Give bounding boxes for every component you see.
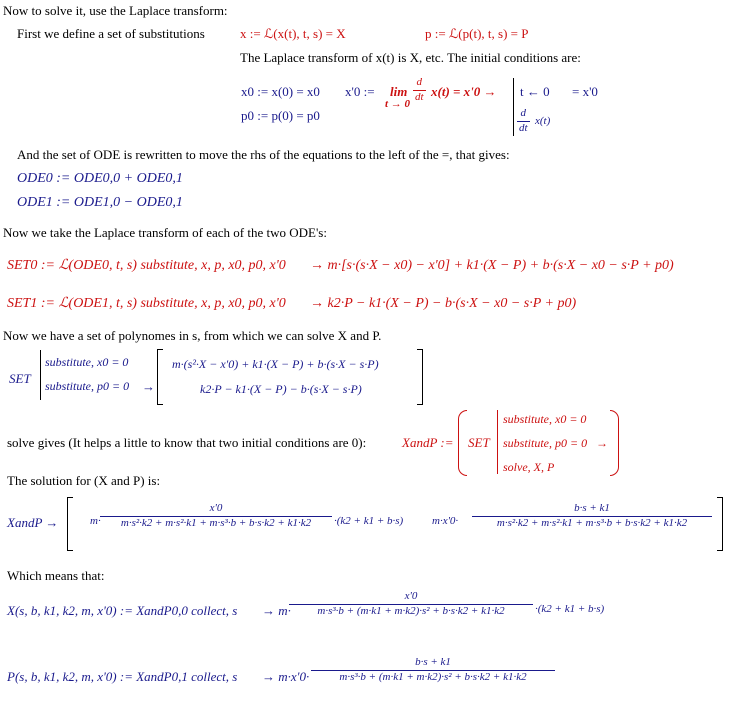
solution-for-text: The solution for (X and P) is: <box>7 473 161 488</box>
define-text: First we define a set of substitutions <box>17 26 205 41</box>
solution-lhs: XandP → <box>7 515 59 530</box>
set1-rhs: → k2·P − k1·(X − P) − b·(s·X − x0 − s·P + p0) <box>310 296 577 311</box>
derivative-fraction-2 <box>517 107 530 136</box>
set1-lhs: SET1 := ℒ(ODE1, t, s) substitute, x, p, x0, p0, x'0 <box>7 296 286 311</box>
set-name: SET <box>9 371 31 386</box>
x-function-fraction <box>289 590 533 619</box>
xprime0-result: x(t) = x'0 → <box>431 84 497 99</box>
set-row-1: m·(s²·X − x'0) + k1·(X − P) + b·(s·X − s·P) <box>172 357 379 371</box>
derivative-den: dt <box>415 90 424 103</box>
take-laplace-text: Now we take the Laplace transform of each of the two ODE's: <box>3 225 327 240</box>
set-sub-bar <box>40 350 41 400</box>
xandp-left-paren <box>458 410 467 476</box>
xandp-right-paren <box>610 410 619 476</box>
derivative-den-2: dt <box>519 121 528 134</box>
polynomes-text: Now we have a set of polynomes in s, from which we can solve X and P. <box>3 328 382 343</box>
set-right-bracket <box>417 349 423 405</box>
set-sub-x0: substitute, x0 = 0 <box>45 355 129 369</box>
solution-1-post: ·(k2 + k1 + b·s) <box>334 515 404 527</box>
xandp-set: SET <box>468 435 490 450</box>
solution-left-bracket <box>67 497 73 551</box>
solution-1-fraction <box>100 502 332 531</box>
derivative-fraction <box>413 76 426 105</box>
solution-1-pre: m· <box>90 515 101 527</box>
lim-subscript: t → 0 <box>385 98 411 110</box>
p-function-num: b·s + k1 <box>415 656 451 668</box>
x-function-pre: → m· <box>262 603 291 618</box>
ode1-equation: ODE1 := ODE1,0 − ODE0,1 <box>17 195 183 210</box>
p0-definition: p0 := p(0) = p0 <box>241 108 320 123</box>
xandp-cmd-3: solve, X, P <box>503 460 555 474</box>
set-row-2: k2·P − k1·(X − P) − b·(s·X − s·P) <box>200 382 362 396</box>
p-function-pre: → m·x'0· <box>262 669 310 684</box>
x-function-num: x'0 <box>404 590 418 602</box>
p-function-fraction <box>311 656 555 685</box>
set-sub-p0: substitute, p0 = 0 <box>45 379 130 393</box>
laplace-note: The Laplace transform of x(t) is X, etc. The initial conditions are: <box>240 50 581 65</box>
ode-rewrite-text: And the set of ODE is rewritten to move the rhs of the equations to the left of the =, that gives: <box>17 147 510 162</box>
set0-lhs: SET0 := ℒ(ODE0, t, s) substitute, x, p, x0, p0, x'0 <box>7 258 286 273</box>
solution-1-den: m·s²·k2 + m·s²·k1 + m·s³·b + b·s·k2 + k1·k2 <box>120 516 312 529</box>
set-left-bracket <box>157 349 163 405</box>
ode0-equation: ODE0 := ODE0,0 + ODE0,1 <box>17 171 183 186</box>
substitution-bar <box>513 78 514 136</box>
derivative-num-2: d <box>520 107 527 119</box>
xandp-arrow: → <box>596 436 608 450</box>
x-function-den: m·s³·b + (m·k1 + m·k2)·s² + b·s·k2 + k1·k2 <box>317 604 505 617</box>
p-definition: p := ℒ(p(t), t, s) = P <box>425 26 529 41</box>
xandp-definition: XandP := <box>402 435 454 450</box>
solution-right-bracket <box>717 497 723 551</box>
x0-definition: x0 := x(0) = x0 <box>241 84 320 99</box>
substitution-xt: x(t) <box>535 115 551 127</box>
solution-2-num: b·s + k1 <box>574 502 610 514</box>
xandp-cmd-1: substitute, x0 = 0 <box>503 412 587 426</box>
solution-2-den: m·s²·k2 + m·s²·k1 + m·s³·b + b·s·k2 + k1·k2 <box>496 516 688 529</box>
set-arrow: → <box>142 379 155 394</box>
xprime0-label: x'0 := <box>345 84 375 99</box>
set0-rhs: → m·[s·(s·X − x0) − x'0] + k1·(X − P) + b·(s·X − x0 − s·P + p0) <box>310 258 674 273</box>
derivative-num: d <box>416 76 423 88</box>
lim-label: lim <box>390 84 408 99</box>
xandp-cmd-2: substitute, p0 = 0 <box>503 436 588 450</box>
x-function-post: ·(k2 + k1 + b·s) <box>535 603 605 615</box>
p-function-lhs: P(s, b, k1, k2, m, x'0) := XandP0,1 collect, s <box>7 669 238 684</box>
solution-2-fraction <box>472 502 712 531</box>
p-function-den: m·s³·b + (m·k1 + m·k2)·s² + b·s·k2 + k1·k2 <box>339 670 527 683</box>
solution-2-pre: m·x'0· <box>432 515 459 527</box>
substitution-result: = x'0 <box>572 84 598 99</box>
x-definition: x := ℒ(x(t), t, s) = X <box>240 26 346 41</box>
solve-gives-text: solve gives (It helps a little to know that two initial conditions are 0): <box>7 435 367 450</box>
which-means-text: Which means that: <box>7 568 105 583</box>
xandp-bar <box>497 410 498 474</box>
substitution-t: t ← 0 <box>520 84 550 99</box>
x-function-lhs: X(s, b, k1, k2, m, x'0) := XandP0,0 collect, s <box>7 603 238 618</box>
intro-text: Now to solve it, use the Laplace transform: <box>3 3 228 18</box>
solution-1-num: x'0 <box>209 502 223 514</box>
